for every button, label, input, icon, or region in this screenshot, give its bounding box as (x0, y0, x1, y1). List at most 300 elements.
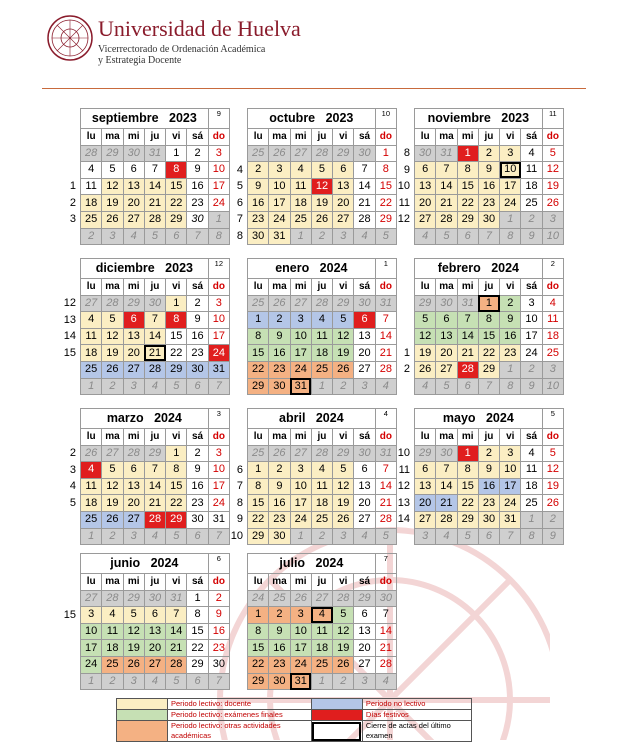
day-cell: 4 (311, 462, 332, 479)
day-cell: 17 (81, 640, 102, 657)
day-cell: 16 (187, 178, 208, 195)
day-cell: 5 (436, 378, 457, 395)
day-cell: 2 (269, 462, 290, 479)
day-cell: 26 (542, 495, 563, 512)
day-cell: 10 (542, 378, 563, 395)
month-name: mayo (442, 411, 476, 425)
calendar-octubre (247, 108, 397, 245)
weekday-label: mi (290, 574, 311, 591)
day-cell: 19 (311, 195, 332, 212)
weekday-label: lu (415, 129, 436, 146)
day-cell: 6 (187, 673, 208, 690)
day-cell: 19 (102, 495, 123, 512)
week-row (81, 528, 230, 545)
day-cell: 16 (187, 478, 208, 495)
week-number: 10 (397, 447, 410, 459)
day-cell: 15 (375, 178, 396, 195)
day-cell: 8 (166, 462, 187, 479)
week-row (248, 495, 397, 512)
weekday-label: vi (500, 429, 521, 446)
day-cell: 6 (187, 378, 208, 395)
week-row (248, 145, 397, 162)
week-row (415, 445, 564, 462)
week-number: 9 (236, 513, 243, 526)
day-cell: 1 (500, 361, 521, 378)
day-cell: 13 (415, 178, 436, 195)
month-title (81, 259, 209, 279)
day-cell: 8 (521, 528, 542, 545)
day-cell: 2 (102, 528, 123, 545)
day-cell: 21 (144, 345, 165, 362)
weekday-label: ju (144, 574, 165, 591)
day-cell: 6 (123, 162, 144, 179)
day-cell: 16 (208, 623, 229, 640)
day-cell: 2 (478, 445, 499, 462)
day-cell: 26 (102, 511, 123, 528)
day-cell: 29 (354, 590, 375, 607)
day-cell: 1 (375, 145, 396, 162)
day-cell: 30 (208, 656, 229, 673)
day-cell: 6 (187, 528, 208, 545)
month-title (81, 109, 209, 129)
day-cell: 23 (248, 211, 269, 228)
weekday-label: do (542, 129, 563, 146)
day-cell: 31 (208, 361, 229, 378)
weekday-label: mi (457, 429, 478, 446)
day-cell: 3 (208, 295, 229, 312)
day-cell: 2 (102, 673, 123, 690)
day-cell: 10 (500, 462, 521, 479)
day-cell: 27 (290, 445, 311, 462)
day-cell: 28 (311, 295, 332, 312)
legend-label-no-lectivo: Periodo no lectivo (362, 699, 471, 710)
weekday-label: ju (478, 279, 499, 296)
week-number: 13 (63, 313, 76, 326)
day-cell: 3 (415, 528, 436, 545)
day-cell: 28 (436, 511, 457, 528)
day-cell: 22 (457, 495, 478, 512)
day-cell: 28 (144, 361, 165, 378)
month-year: 2024 (485, 411, 514, 425)
day-cell: 14 (375, 623, 396, 640)
day-cell: 19 (542, 178, 563, 195)
day-cell: 4 (102, 607, 123, 624)
day-cell: 20 (123, 345, 144, 362)
university-seal-logo (46, 14, 94, 62)
day-cell: 13 (415, 478, 436, 495)
day-cell: 25 (248, 295, 269, 312)
weekday-label: ma (102, 279, 123, 296)
month-year: 2024 (491, 261, 519, 275)
month-name: febrero (437, 261, 481, 275)
day-cell: 28 (144, 211, 165, 228)
day-cell: 31 (375, 295, 396, 312)
day-cell: 13 (123, 328, 144, 345)
day-cell: 21 (354, 195, 375, 212)
weekday-label: vi (166, 129, 187, 146)
day-cell: 2 (81, 228, 102, 245)
week-row (415, 462, 564, 479)
day-cell: 24 (208, 195, 229, 212)
day-cell: 21 (375, 345, 396, 362)
day-cell: 29 (166, 361, 187, 378)
day-cell: 27 (81, 590, 102, 607)
day-cell: 20 (415, 495, 436, 512)
day-cell: 10 (290, 328, 311, 345)
day-cell: 14 (375, 328, 396, 345)
day-cell: 5 (542, 145, 563, 162)
month-year: 2023 (169, 111, 197, 125)
week-number: 3 (69, 463, 76, 476)
day-cell: 4 (436, 528, 457, 545)
month-name: octubre (269, 111, 316, 125)
day-cell: 9 (208, 607, 229, 624)
week-row (415, 211, 564, 228)
day-cell: 3 (333, 228, 354, 245)
legend-label-festivos: Días festivos (362, 710, 471, 721)
day-cell: 15 (248, 495, 269, 512)
day-cell: 2 (333, 673, 354, 690)
month-number: 11 (542, 109, 563, 129)
day-cell: 24 (248, 590, 269, 607)
weekday-label: do (375, 574, 396, 591)
day-cell: 7 (375, 607, 396, 624)
day-cell: 29 (415, 295, 436, 312)
day-cell: 26 (269, 445, 290, 462)
day-cell: 28 (166, 656, 187, 673)
day-cell: 11 (290, 178, 311, 195)
day-cell: 7 (144, 462, 165, 479)
day-cell: 8 (166, 162, 187, 179)
day-cell: 4 (375, 378, 396, 395)
day-cell: 8 (375, 162, 396, 179)
day-cell: 23 (187, 195, 208, 212)
day-cell: 8 (457, 162, 478, 179)
weekday-label: sá (521, 279, 542, 296)
day-cell: 15 (187, 623, 208, 640)
day-cell: 5 (457, 528, 478, 545)
month-title (248, 109, 376, 129)
day-cell: 30 (478, 211, 499, 228)
day-cell: 30 (269, 528, 290, 545)
day-cell: 11 (81, 178, 102, 195)
day-cell: 10 (208, 462, 229, 479)
day-cell: 2 (187, 145, 208, 162)
week-row (248, 478, 397, 495)
weekday-label: ju (144, 429, 165, 446)
day-cell: 29 (144, 445, 165, 462)
day-cell: 1 (248, 607, 269, 624)
weekday-label: lu (415, 279, 436, 296)
day-cell: 18 (102, 640, 123, 657)
day-cell: 3 (500, 145, 521, 162)
day-cell: 7 (166, 607, 187, 624)
legend-swatch-cierre (311, 721, 362, 742)
month-name: junio (110, 556, 141, 570)
month-title (415, 409, 543, 429)
day-cell: 18 (311, 345, 332, 362)
day-cell: 25 (81, 511, 102, 528)
day-cell: 29 (123, 295, 144, 312)
day-cell: 26 (290, 590, 311, 607)
day-cell: 10 (290, 478, 311, 495)
month-title (415, 109, 543, 129)
day-cell: 17 (290, 345, 311, 362)
day-cell: 4 (354, 228, 375, 245)
week-number: 4 (69, 480, 76, 493)
day-cell: 23 (269, 361, 290, 378)
week-number: 14 (397, 513, 410, 526)
day-cell: 30 (415, 145, 436, 162)
day-cell: 30 (436, 295, 457, 312)
weekday-label: lu (248, 129, 269, 146)
day-cell: 26 (123, 656, 144, 673)
day-cell: 16 (269, 345, 290, 362)
day-cell: 9 (187, 462, 208, 479)
day-cell: 3 (500, 445, 521, 462)
week-row (81, 178, 230, 195)
day-cell: 22 (187, 640, 208, 657)
day-cell: 29 (415, 445, 436, 462)
day-cell: 8 (500, 228, 521, 245)
week-row (248, 528, 397, 545)
day-cell: 5 (375, 528, 396, 545)
week-row (248, 640, 397, 657)
day-cell: 1 (457, 145, 478, 162)
weekday-label: mi (290, 429, 311, 446)
day-cell: 31 (500, 511, 521, 528)
legend-label-examenes: Periodo lectivo: exámenes finales (168, 710, 312, 721)
week-row (81, 145, 230, 162)
day-cell: 11 (311, 328, 332, 345)
month-number: 7 (375, 554, 396, 574)
day-cell: 31 (290, 378, 311, 395)
day-cell: 14 (144, 178, 165, 195)
month-name: julio (279, 556, 306, 570)
month-year: 2024 (315, 556, 344, 570)
day-cell: 28 (144, 511, 165, 528)
day-cell: 11 (311, 478, 332, 495)
day-cell: 5 (102, 312, 123, 329)
day-cell: 23 (208, 640, 229, 657)
weekday-label: sá (354, 129, 375, 146)
day-cell: 25 (81, 361, 102, 378)
weekday-label: mi (123, 429, 144, 446)
day-cell: 2 (521, 211, 542, 228)
day-cell: 6 (354, 462, 375, 479)
day-cell: 28 (333, 590, 354, 607)
day-cell: 16 (478, 478, 499, 495)
day-cell: 22 (248, 511, 269, 528)
day-cell: 2 (311, 528, 332, 545)
day-cell: 4 (144, 528, 165, 545)
weekday-label: sá (521, 129, 542, 146)
day-cell: 29 (333, 295, 354, 312)
day-cell: 6 (415, 462, 436, 479)
day-cell: 9 (187, 312, 208, 329)
day-cell: 11 (311, 623, 332, 640)
weekday-label: do (208, 429, 229, 446)
weekday-label: ju (478, 129, 499, 146)
day-cell: 24 (81, 656, 102, 673)
day-cell: 18 (290, 195, 311, 212)
day-cell: 16 (187, 328, 208, 345)
day-cell: 26 (311, 211, 332, 228)
day-cell: 27 (144, 656, 165, 673)
day-cell: 8 (478, 312, 499, 329)
day-cell: 6 (436, 312, 457, 329)
day-cell: 10 (290, 623, 311, 640)
day-cell: 27 (333, 211, 354, 228)
week-row (81, 162, 230, 179)
calendar-septiembre (80, 108, 230, 245)
week-row (81, 378, 230, 395)
day-cell: 16 (269, 495, 290, 512)
day-cell: 28 (375, 361, 396, 378)
day-cell: 28 (81, 145, 102, 162)
day-cell: 18 (521, 178, 542, 195)
weekday-label: sá (187, 279, 208, 296)
week-row (415, 478, 564, 495)
month-title (415, 259, 543, 279)
header-divider (42, 88, 586, 89)
month-name: noviembre (427, 111, 491, 125)
legend-label-docente: Periodo lectivo: docente (168, 699, 312, 710)
weekday-label: vi (166, 574, 187, 591)
week-row (415, 145, 564, 162)
day-cell: 30 (436, 445, 457, 462)
week-row (248, 378, 397, 395)
legend-label-otras: Periodo lectivo: otras actividades académicas (168, 721, 312, 742)
weekday-label: vi (166, 429, 187, 446)
day-cell: 30 (248, 228, 269, 245)
day-cell: 31 (457, 295, 478, 312)
day-cell: 12 (542, 462, 563, 479)
day-cell: 3 (521, 295, 542, 312)
day-cell: 30 (269, 673, 290, 690)
day-cell: 21 (166, 640, 187, 657)
day-cell: 9 (521, 378, 542, 395)
calendar-diciembre (80, 258, 230, 395)
month-name: abril (279, 411, 306, 425)
weekday-label: mi (123, 574, 144, 591)
day-cell: 30 (123, 145, 144, 162)
day-cell: 8 (248, 328, 269, 345)
day-cell: 17 (208, 328, 229, 345)
week-row (81, 211, 230, 228)
day-cell: 13 (123, 178, 144, 195)
day-cell: 25 (290, 211, 311, 228)
week-row (248, 345, 397, 362)
day-cell: 7 (478, 228, 499, 245)
day-cell: 4 (311, 312, 332, 329)
weekday-label: sá (187, 574, 208, 591)
week-row (81, 673, 230, 690)
day-cell: 5 (166, 528, 187, 545)
weekday-label: lu (248, 429, 269, 446)
week-number: 3 (69, 213, 76, 226)
legend-swatch-examenes (117, 710, 168, 721)
week-number: 7 (236, 480, 243, 493)
day-cell: 16 (478, 178, 499, 195)
weekday-label: vi (333, 279, 354, 296)
day-cell: 17 (500, 178, 521, 195)
day-cell: 22 (166, 345, 187, 362)
week-number: 4 (236, 163, 243, 176)
legend (116, 698, 472, 742)
week-row (81, 328, 230, 345)
week-number: 9 (403, 163, 410, 176)
day-cell: 7 (144, 312, 165, 329)
day-cell: 20 (354, 640, 375, 657)
week-row (248, 590, 397, 607)
day-cell: 18 (521, 478, 542, 495)
day-cell: 10 (208, 312, 229, 329)
day-cell: 25 (542, 345, 563, 362)
day-cell: 28 (102, 590, 123, 607)
week-row (248, 607, 397, 624)
week-row (81, 445, 230, 462)
day-cell: 29 (248, 673, 269, 690)
day-cell: 22 (457, 195, 478, 212)
day-cell: 3 (542, 211, 563, 228)
vicerrectorado-line-1: Vicerrectorado de Ordenación Académica (98, 44, 266, 55)
day-cell: 19 (333, 345, 354, 362)
day-cell: 5 (166, 378, 187, 395)
day-cell: 6 (123, 462, 144, 479)
day-cell: 29 (102, 145, 123, 162)
day-cell: 15 (166, 478, 187, 495)
month-title (81, 409, 209, 429)
day-cell: 3 (81, 607, 102, 624)
day-cell: 2 (187, 445, 208, 462)
day-cell: 5 (333, 312, 354, 329)
header (46, 12, 446, 72)
day-cell: 8 (500, 378, 521, 395)
day-cell: 7 (436, 462, 457, 479)
month-number: 3 (208, 409, 229, 429)
week-row (248, 462, 397, 479)
day-cell: 24 (521, 345, 542, 362)
day-cell: 6 (333, 162, 354, 179)
day-cell: 23 (269, 511, 290, 528)
week-row (415, 528, 564, 545)
weekday-label: ma (102, 429, 123, 446)
day-cell: 12 (333, 623, 354, 640)
calendar-julio (247, 553, 397, 690)
day-cell: 12 (123, 623, 144, 640)
day-cell: 3 (333, 528, 354, 545)
day-cell: 18 (542, 328, 563, 345)
day-cell: 14 (436, 178, 457, 195)
weekday-label: ma (436, 129, 457, 146)
day-cell: 13 (354, 478, 375, 495)
day-cell: 20 (333, 195, 354, 212)
week-row (81, 607, 230, 624)
week-row (415, 511, 564, 528)
week-row (81, 495, 230, 512)
weekday-label: vi (333, 129, 354, 146)
day-cell: 31 (166, 590, 187, 607)
day-cell: 15 (166, 328, 187, 345)
month-year: 2024 (150, 556, 179, 570)
day-cell: 5 (542, 445, 563, 462)
day-cell: 12 (542, 162, 563, 179)
day-cell: 31 (375, 445, 396, 462)
weekday-label: sá (354, 429, 375, 446)
day-cell: 19 (542, 478, 563, 495)
weekday-label: vi (500, 129, 521, 146)
